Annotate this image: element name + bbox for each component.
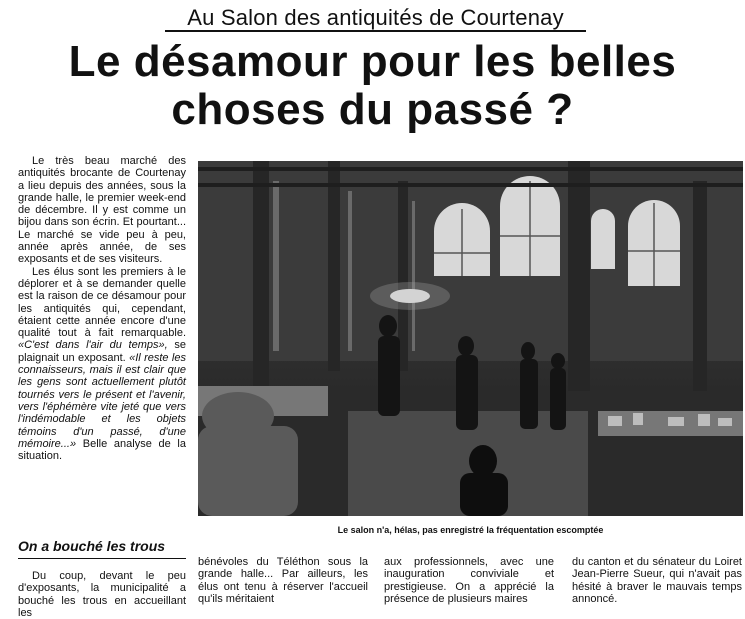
article-column-4 (572, 556, 742, 605)
paragraph-4: bénévoles du Téléthon sous la grande halle... Par ailleurs, les élus ont tenu à réserver l'accueil qu'ils méritaient (198, 556, 368, 605)
quote-1: «C'est dans l'air du temps», (18, 339, 168, 352)
paragraph-2-end: Belle analyse de la situation. (18, 437, 186, 463)
paragraph-2-mid: se plaignait un exposant. (18, 339, 187, 364)
market-hall-photo (198, 161, 743, 516)
article-column-2 (198, 556, 368, 605)
article-column-3 (384, 556, 554, 605)
photo-caption: Le salon n'a, hélas, pas enregistré la fréquentation escomptée (337, 525, 604, 535)
photo-illustration (198, 161, 743, 516)
paragraph-1: Le très beau marché des antiquités brocante de Courtenay a lieu depuis des années, sous la grande halle, le premier week-end de décembre. Il y est comme un bijou dans son écrin. Et pourtant... Le marché se vide peu à peu, année après année, de ses exposants et de ses visiteurs. (18, 155, 186, 266)
quote-2: «Il reste les connaisseurs, mais il est clair que les gens sont actuellement plutôt tournés vers le présent et l'avenir, vers l'éphémère vite jeté que vers l'indémodable et les objets témoins d'un passé, d'une mémoire...» (18, 351, 186, 450)
headline-line-2: choses du passé ? (171, 85, 574, 134)
article-kicker: Au Salon des antiquités de Courtenay (165, 6, 586, 32)
article-column-left (18, 155, 186, 462)
headline-line-1: Le désamour pour les belles (68, 37, 677, 86)
article-subhead: On a bouché les trous (18, 537, 186, 559)
article-headline (0, 38, 745, 134)
paragraph-2-text: Les élus sont les premiers à le déplorer et à se demander quelle est la raison de ce désamour pour les antiquités qui, cependant, étaient cette année encore d'une qualité tout à fait remarquable. (18, 265, 186, 340)
paragraph-2 (18, 266, 186, 463)
paragraph-3: Du coup, devant le peu d'exposants, la municipalité a bouché les trous en accueillant les (18, 570, 186, 619)
article-column-left-bottom (18, 570, 186, 619)
paragraph-6: du canton et du sénateur du Loiret Jean-Pierre Sueur, qui n'avait pas hésité à braver le mauvais temps annoncé. (572, 556, 742, 605)
paragraph-5: aux professionnels, avec une inauguration conviviale et prestigieuse. On a apprécié la présence de plusieurs maires (384, 556, 554, 605)
